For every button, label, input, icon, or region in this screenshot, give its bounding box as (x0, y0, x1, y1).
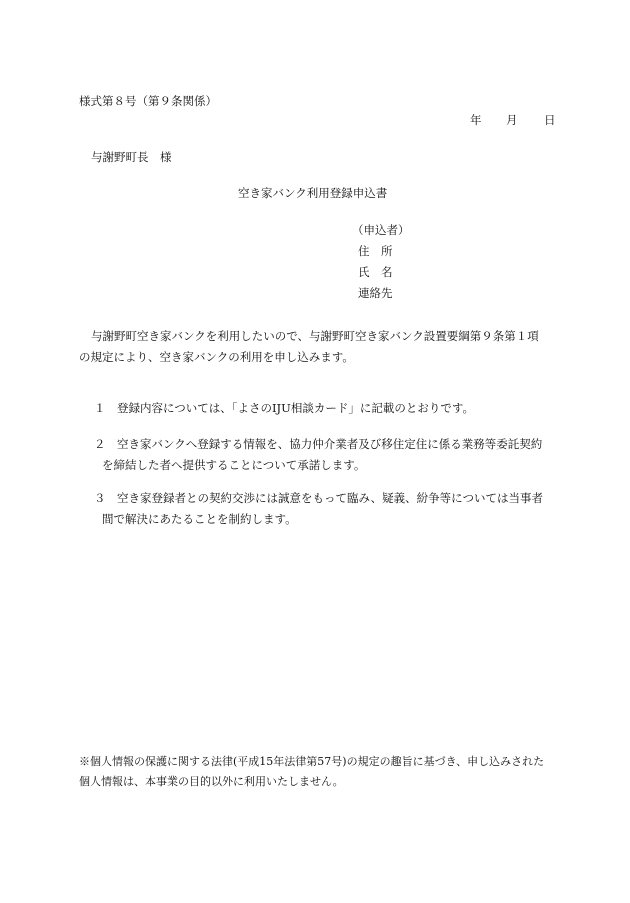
date-month-label: 月 (506, 113, 518, 127)
applicant-label: （申込者） (352, 223, 410, 237)
list-item-number: １ (94, 401, 106, 415)
applicant-contact-label: 連絡先 (358, 286, 393, 300)
list-item-text: 空き家バンクへ登録する情報を、協力仲介業者及び移住定住に係る業務等委託契約 (117, 437, 543, 451)
footnote-line-2: 個人情報は、本事業の目的以外に利用いたしません。 (79, 775, 344, 788)
applicant-name-label: 氏 名 (358, 265, 393, 279)
list-item-number: ３ (94, 491, 106, 505)
body-paragraph-line-1: 与謝野町空き家バンクを利用したいので、与謝野町空き家バンク設置要綱第９条第１項 (91, 329, 539, 343)
applicant-block (352, 225, 410, 309)
recipient: 与謝野町長 様 (91, 150, 172, 164)
list-item-text: 空き家登録者との契約交渉には誠意をもって臨み、疑義、紛争等については当事者 (117, 491, 543, 505)
applicant-address-label: 住 所 (358, 244, 393, 258)
list-item-text-continued: を締結した者へ提供することについて承諾します。 (102, 458, 366, 472)
document-title: 空き家バンク利用登録申込書 (238, 186, 388, 200)
list-item-text-continued: 間で解決にあたることを制約します。 (102, 512, 297, 526)
date-day-label: 日 (544, 113, 556, 127)
list-item (94, 434, 554, 476)
body-paragraph (79, 326, 551, 368)
footnote-line-1: ※個人情報の保護に関する法律(平成15年法律第57号)の規定の趣旨に基づき、申し込みされた (79, 755, 545, 768)
list-item (94, 398, 554, 419)
body-paragraph-line-2: の規定により、空き家バンクの利用を申し込みます。 (79, 350, 354, 364)
list-item-number: ２ (94, 437, 106, 451)
list-item (94, 488, 554, 530)
privacy-footnote (79, 752, 559, 792)
list-item-text: 登録内容については、「よさのIJU相談カード」に記載のとおりです。 (117, 401, 474, 415)
date-year-label: 年 (470, 113, 482, 127)
date-line (470, 115, 556, 127)
form-number: 様式第８号（第９条関係） (79, 94, 217, 108)
